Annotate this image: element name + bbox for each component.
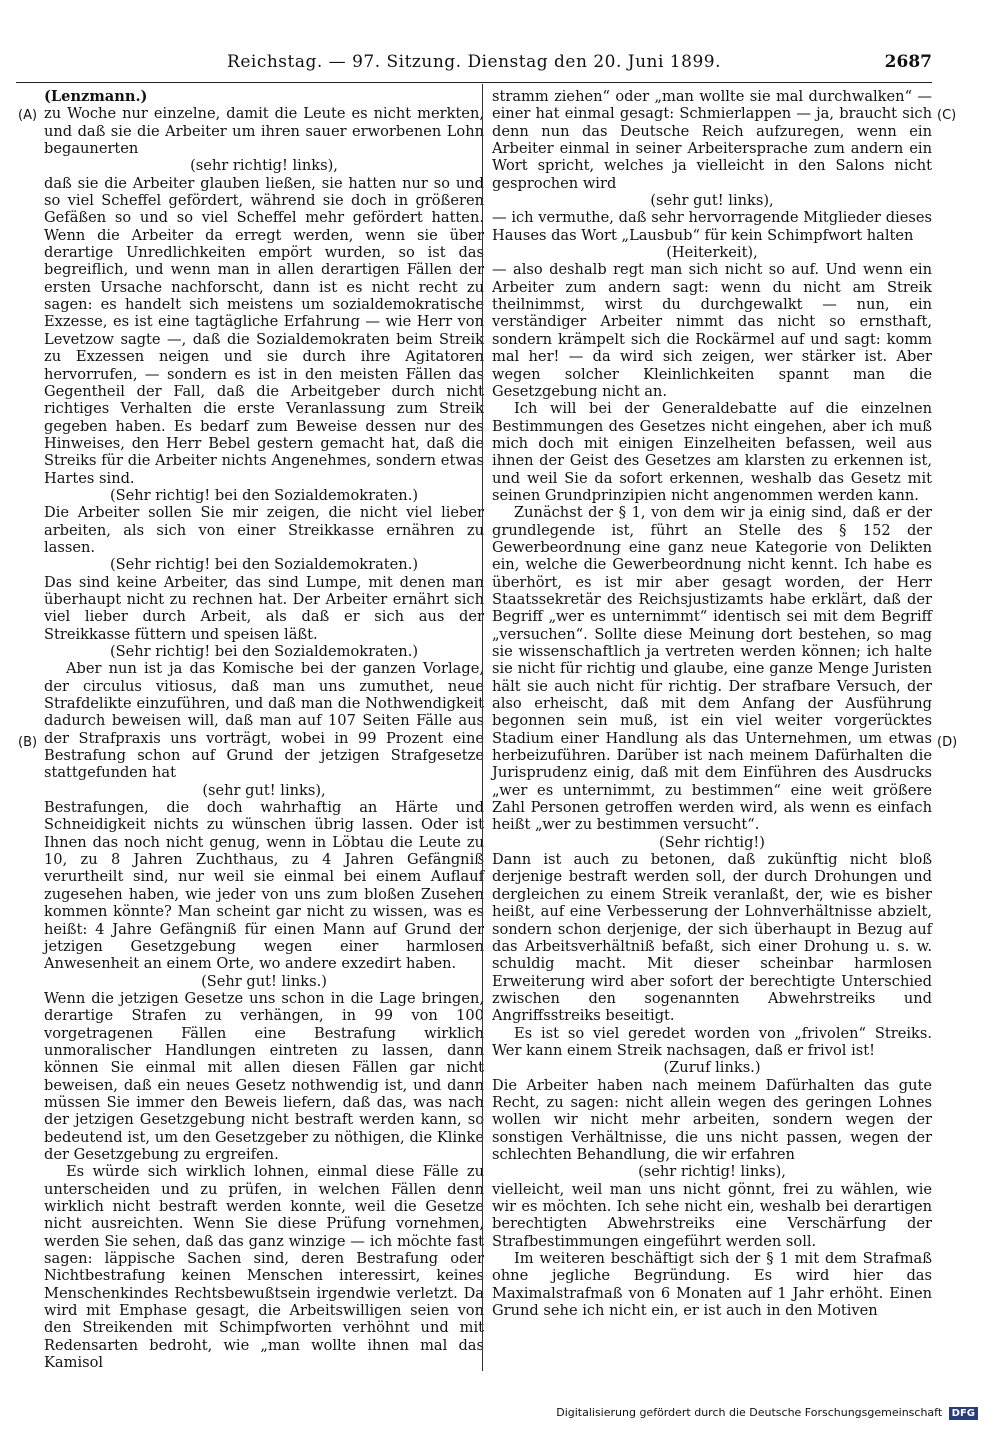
paragraph: Zunächst der § 1, von dem wir ja einig sind, daß er der grundlegende ist, führt an Stelle des § 152 der Gewerbeordnung eine ganz neue Kategorie von Delikten ein, welche die Gewerbeordnung nicht kennt. Ich habe es überhört, es ist mir aber gesagt worden, der Herr Staatssekretär des Reichsjustizamts habe erklärt, daß der Begriff „wer es unternimmt“ identisch sei mit dem Begriff „versuchen“. Sollte diese Meinung dort bestehen, so mag sie wissenschaftlich ja vertreten werden können; ich halte sie nicht für richtig und glaube, eine ganze Menge Juristen hält sie auch nicht für richtig. Der strafbare Versuch, der also erheischt, daß mit dem Anfang der Ausführung begonnen sein muß, ist ein viel weiter vorgerücktes Stadium einer Handlung als das Unternehmen, um etwas herbeizuführen. Darüber ist nach meinem Dafürhalten die Jurisprudenz einig, daß mit dem Einführen des Ausdrucks „wer es unternimmt, zu bestimmen“ eine weit größere Zahl Personen getroffen werden wird, als wenn es einfach heißt „wer zu bestimmen versucht“. (492, 504, 932, 834)
paragraph: Dann ist auch zu betonen, daß zukünftig nicht bloß derjenige bestraft werden soll, der durch Drohungen und dergleichen zu einem Streik veranlaßt, der, wie es bisher heißt, auf eine Verbesserung der Lohnverhältnisse abzielt, sondern schon derjenige, der sich überhaupt in Bezug auf das Arbeitsverhältniß befaßt, sich einer Drohung u. s. w. schuldig macht. Mit dieser scheinbar harmlosen Erweiterung wird aber sofort der berechtigte Unterschied zwischen den sogenannten Abwehrstreiks und Angriffsstreiks beseitigt. (492, 851, 932, 1025)
running-title: Reichstag. — 97. Sitzung. Dienstag den 20. Juni 1899. (227, 52, 721, 72)
paragraph: — ich vermuthe, daß sehr hervorragende Mitglieder dieses Hauses das Wort „Lausbub“ für kein Schimpfwort halten (492, 209, 932, 244)
paragraph: stramm ziehen“ oder „man wollte sie mal durchwalken“ — einer hat einmal gesagt: Schmierlappen — ja, braucht sich denn nun das Deutsche Reich aufzuregen, wenn ein Arbeiter einmal in seiner Arbeitersprache zum andern ein Wort spricht, welches ja vielleicht in den Salons nicht gesprochen wird (492, 88, 932, 192)
paragraph: Wenn die jetzigen Gesetze uns schon in die Lage bringen, derartige Strafen zu verhängen, in 99 von 100 vorgetragenen Fällen eine Bestrafung wirklich unmoralischer Handlungen eintreten zu lassen, dann können Sie einmal mit allen diesen Fällen gar nicht beweisen, daß ein neues Gesetz nothwendig ist, und dann müssen Sie immer den Beweis liefern, daß das, was nach der jetzigen Gesetzgebung nicht bestraft werden kann, so bedeutend ist, um den Gesetzgeber zu nöthigen, die Klinke der Gesetzgebung zu ergreifen. (44, 989, 484, 1163)
margin-marker-d: (D) (937, 735, 958, 750)
margin-marker-b: (B) (18, 735, 38, 750)
paragraph: Bestrafungen, die doch wahrhaftig an Härte und Schneidigkeit nichts zu wünschen übrig lassen. Oder ist Ihnen das noch nicht genug, wenn in Löbtau die Leute zu 10, zu 8 Jahren Zuchthaus, zu 4 Jahren Gefängniß verurtheilt sind, nur weil sie einmal bei einem Auflauf zugesehen haben, wie jeder von uns zum bloßen Zusehen kommen könnte? Man scheint gar nicht zu wissen, was es heißt: 4 Jahre Gefängniß für einen Mann auf Grund der jetzigen Gesetzgebung wegen einer harmlosen Anwesenheit an einem Orte, wo andere exzedirt haben. (44, 799, 484, 973)
paragraph: Es würde sich wirklich lohnen, einmal diese Fälle zu unterscheiden und zu prüfen, in welchen Fällen denn wirklich nicht bestraft werden konnte, weil die Gesetze nicht ausreichten. Wenn Sie diese Prüfung vornehmen, werden Sie sehen, daß das ganz winzige — ich möchte fast sagen: läppische Sachen sind, deren Bestrafung oder Nichtbestrafung keinen Menschen interessirt, keines Menschenkindes Rechtsbewußtsein irgendwie verletzt. Da wird mit Emphase gesagt, die Arbeitswilligen seien von den Streikenden mit Schimpfworten verhöhnt und mit Redensarten bedroht, wie „man wollte ihnen mal das Kamisol (44, 1163, 484, 1372)
interjection: (Zuruf links.) (663, 1059, 761, 1077)
interjection: (Sehr gut! links.) (201, 972, 327, 990)
right-column (492, 88, 932, 1319)
page-number: 2687 (884, 52, 932, 72)
paragraph: daß sie die Arbeiter glauben ließen, sie hatten nur so und so viel Scheffel gefördert, während sie doch in größeren Gefäßen so und so viel Scheffel mehr gefördert hatten. Wenn die Arbeiter da erregt werden, wenn sie über derartige Unredlichkeiten empört wurden, so ist das begreiflich, und wenn man in allen derartigen Fällen der ersten Ursache nachforscht, dann ist es nicht recht zu sagen: es handelt sich meistens um sozialdemokratische Exzesse, es ist eine tagtägliche Erfahrung — wie Herr von Levetzow sagte —, daß die Sozialdemokraten beim Streik zu Exzessen neigen und sie durch ihre Agitatoren hervorrufen, — sondern es ist in den meisten Fällen das Gegentheil der Fall, daß die Arbeitgeber durch nicht richtiges Verhalten die erste Veranlassung zum Streik gegeben haben. Es bedarf zum Beweise dessen nur des Hinweises, den Herr Bebel gestern gemacht hat, daß die Streiks für die Arbeiter nichts Angenehmes, sondern etwas Hartes sind. (44, 174, 484, 487)
paragraph: Im weiteren beschäftigt sich der § 1 mit dem Strafmaß ohne jegliche Begründung. Es wird hier das Maximalstrafmaß von 6 Monaten auf 1 Jahr erhöht. Einen Grund sehe ich nicht ein, er ist auch in den Motiven (492, 1250, 932, 1320)
speaker-name: (Lenzmann.) (44, 88, 148, 105)
column-divider (482, 84, 483, 1371)
dfg-logo: DFG (949, 1407, 978, 1420)
page-header (16, 52, 932, 78)
interjection: (sehr richtig! links), (190, 157, 338, 175)
paragraph: — also deshalb regt man sich nicht so auf. Und wenn ein Arbeiter zum andern sagt: wenn du nicht am Streik theilnimmst, wirst du durchgewalkt — nun, ein verständiger Arbeiter nimmt das nicht so ernsthaft, sondern krämpelt sich die Rockärmel auf und sagt: komm mal her! — da wird sich zeigen, wer stärker ist. Aber wegen solcher Kleinlichkeiten spannt man die Gesetzgebung nicht an. (492, 261, 932, 400)
interjection: (Sehr richtig!) (659, 833, 765, 851)
margin-marker-c: (C) (937, 108, 957, 123)
paragraph: Die Arbeiter sollen Sie mir zeigen, die nicht viel lieber arbeiten, als sich von einer Streikkasse ernähren zu lassen. (44, 504, 484, 556)
footer-text: Digitalisierung gefördert durch die Deutsche Forschungsgemeinschaft (556, 1406, 943, 1419)
header-rule (16, 82, 932, 83)
interjection: (sehr gut! links), (202, 781, 326, 799)
paragraph: Das sind keine Arbeiter, das sind Lumpe, mit denen man überhaupt nicht zu rechnen hat. Der Arbeiter ernährt sich viel lieber durch Arbeit, als daß er sich aus der Streikkasse füttern und speisen läßt. (44, 573, 484, 643)
paragraph: Aber nun ist ja das Komische bei der ganzen Vorlage, der circulus vitiosus, daß man uns zumuthet, neue Strafdelikte einzuführen, und daß man die Nothwendigkeit dadurch beweisen will, daß man auf 107 Seiten Fälle aus der Strafpraxis uns vorträgt, wobei in 99 Prozent eine Bestrafung schon auf Grund der jetzigen Strafgesetze stattgefunden hat (44, 660, 484, 782)
footer-credit (556, 1406, 978, 1420)
paragraph: vielleicht, weil man uns nicht gönnt, frei zu wählen, wie wir es möchten. Ich sehe nicht ein, weshalb bei derartigen berechtigten Abwehrstreiks eine Verschärfung der Strafbestimmungen eingeführt werden soll. (492, 1180, 932, 1250)
interjection: (Sehr richtig! bei den Sozialdemokraten.) (109, 643, 419, 660)
paragraph: Es ist so viel geredet worden von „frivolen“ Streiks. Wer kann einem Streik nachsagen, daß er frivol ist! (492, 1024, 932, 1059)
paragraph: zu Woche nur einzelne, damit die Leute es nicht merkten, und daß sie die Arbeiter um ihren sauer erworbenen Lohn begaunerten (44, 105, 484, 158)
interjection: (Sehr richtig! bei den Sozialdemokraten.) (109, 556, 419, 574)
interjection: (Heiterkeit), (666, 244, 758, 262)
margin-marker-a: (A) (18, 108, 38, 123)
interjection: (sehr gut! links), (650, 192, 774, 210)
interjection: (Sehr richtig! bei den Sozialdemokraten.) (109, 486, 419, 504)
paragraph: Ich will bei der Generaldebatte auf die einzelnen Bestimmungen des Gesetzes nicht eingehen, aber ich muß mich doch mit einigen Einzelheiten befassen, weil aus ihnen der Geist des Gesetzes am klarsten zu erkennen ist, und weil Sie da sofort erkennen, weshalb das Gesetz mit seinen Grundprinzipien nicht angenommen werden kann. (492, 400, 932, 504)
left-column (44, 88, 484, 1371)
interjection: (sehr richtig! links), (638, 1163, 786, 1181)
paragraph: Die Arbeiter haben nach meinem Dafürhalten das gute Recht, zu sagen: nicht allein wegen des geringen Lohnes wollen wir nicht mehr arbeiten, sondern wegen der sonstigen Verhältnisse, die uns nicht passen, wegen der schlechten Behandlung, die wir erfahren (492, 1076, 932, 1163)
